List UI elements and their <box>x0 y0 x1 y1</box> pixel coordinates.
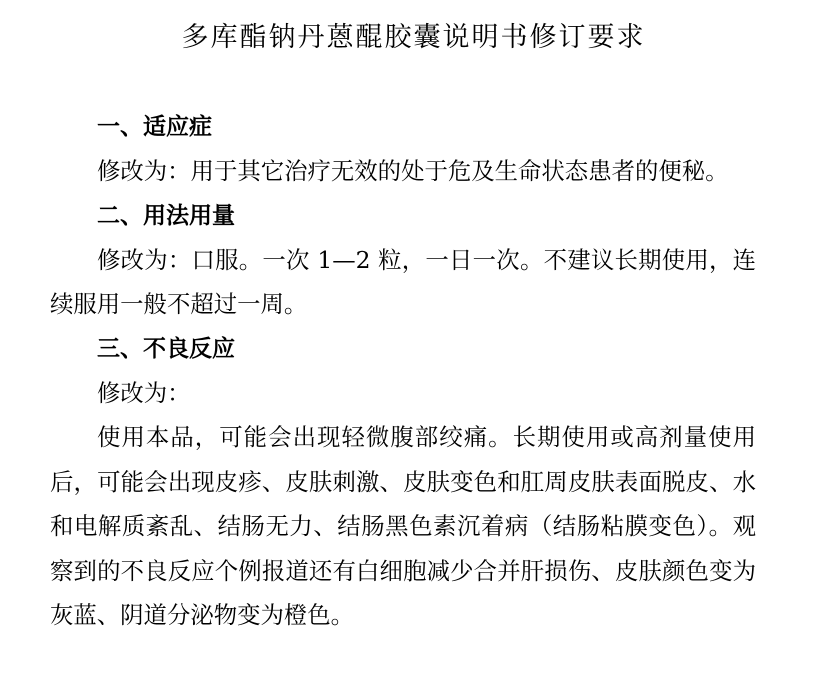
document-title: 多库酯钠丹蒽醌胶囊说明书修订要求 <box>181 22 646 53</box>
section-paragraph: 修改为： <box>97 378 191 407</box>
section-heading: 一、适应症 <box>97 114 212 140</box>
section-heading: 三、不良反应 <box>97 335 235 362</box>
section-indications <box>50 105 756 194</box>
section-paragraph: 修改为：口服。一次 1—2 粒，一日一次。不建议长期使用，连续服用一般不超过一周。 <box>50 245 756 318</box>
section-heading: 二、用法用量 <box>97 202 235 229</box>
section-dosage <box>50 194 756 327</box>
section-adverse-reactions <box>50 327 756 638</box>
document-body <box>50 105 756 638</box>
section-paragraph: 使用本品，可能会出现轻微腹部绞痛。长期使用或高剂量使用后，可能会出现皮疹、皮肤刺激、皮肤变色和肛周皮肤表面脱皮、水和电解质紊乱、结肠无力、结肠黑色素沉着病（结肠粘膜变色）。观察到的不良反应个例报道还有白细胞减少合并肝损伤、皮肤颜色变为灰蓝、阴道分泌物变为橙色。 <box>50 423 756 629</box>
section-paragraph: 修改为：用于其它治疗无效的处于危及生命状态患者的便秘。 <box>97 157 729 185</box>
